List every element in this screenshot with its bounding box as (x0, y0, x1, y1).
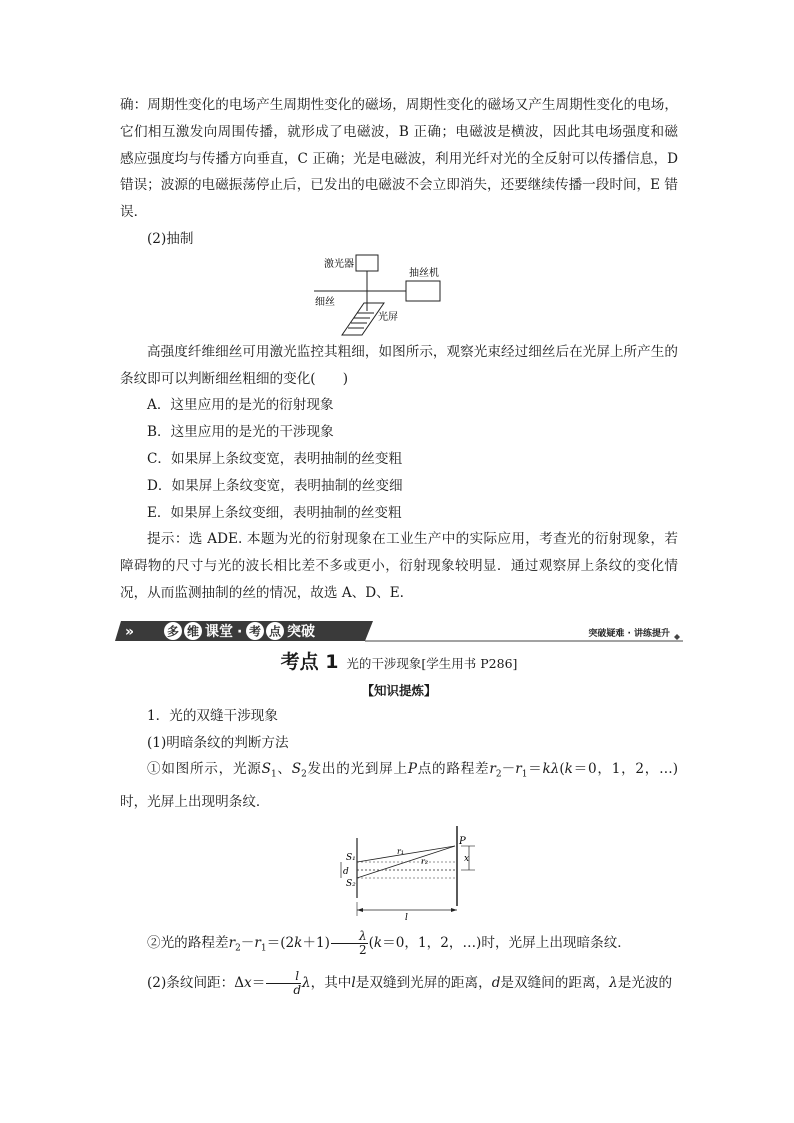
section-heading (120, 647, 678, 679)
subsection-1-1: (1)明暗条纹的判断方法 (147, 734, 289, 751)
option-c: C．如果屏上条纹变宽，表明抽制的丝变粗 (147, 450, 403, 467)
label-l: l (405, 912, 408, 922)
banner-dot: · (237, 623, 243, 640)
banner-char-4: 点 (268, 624, 282, 639)
screen-label: 光屏 (377, 311, 398, 323)
banner-char-2: 维 (186, 624, 200, 639)
label-r2: r₂ (421, 856, 429, 866)
option-a: A．这里应用的是光的衍射现象 (147, 397, 334, 414)
double-slit-figure (319, 824, 479, 922)
laser-wire-figure (312, 253, 487, 339)
banner-text-2: 突破 (287, 623, 315, 640)
fringe-spacing-formula: (2)条纹间距：Δx＝ $\frac{l}{d}$ λ，其中l是双缝到光屏的距离，d是双缝间的距离，λ是光波的 (147, 969, 673, 998)
hint-paragraph: 提示：选 ADE. 本题为光的衍射现象在工业生产中的实际应用，考查光的衍射现象，若障碍物的尺寸与光的波长相比差不多或更小，衍射现象较明显．通过观察屏上条纹的变化情况，从而监测抽制的丝的情况，故选 A、D、E. (120, 531, 678, 601)
ray-r1 (357, 846, 455, 862)
label-p: P (459, 835, 466, 847)
bright-fringe-condition: ①如图所示，光源$S_1$、$S_2$发出的光到屏上P点的路程差$r_2-r_1=k\lambda(k=0$，1，2，…)时，光屏上出现明条纹． (120, 761, 679, 810)
section-title: 光的干涉现象[学生用书 P286] (346, 655, 518, 671)
l-arrow-head-right (451, 908, 457, 912)
wire-label: 细丝 (314, 296, 335, 308)
question-2-heading: (2)抽制 (147, 230, 194, 247)
section-number: 考点 1 (280, 650, 339, 673)
label-d: d (343, 866, 349, 877)
banner-char-1: 多 (166, 624, 180, 639)
laser-box (356, 255, 378, 271)
chevron-icon: » (125, 623, 135, 640)
label-r1: r₁ (397, 846, 405, 856)
banner-text-1: 课堂 (205, 623, 233, 640)
answer-paragraph: 确：周期性变化的电场产生周期性变化的磁场，周期性变化的磁场又产生周期性变化的电场，它们相互激发向周围传播，就形成了电磁波，B 正确；电磁波是横波，因此其电场强度和磁感应强度均与传播方向垂直，C 正确；光是电磁波，利用光纤对光的全反射可以传播信息，D 错误；波源的电磁振荡停止后，已发出的电磁波不会立即消失，还要继续传播一段时间，E 错误． (120, 97, 678, 221)
l-over-d: $\frac{l}{d}$ (266, 970, 301, 997)
section-banner (115, 619, 683, 643)
banner-right-text: 突破疑难 · 讲练提升 (588, 628, 670, 639)
label-s2: S₂ (346, 878, 356, 889)
question-2-text: 高强度纤维细丝可用激光监控其粗细，如图所示，观察光束经过细丝后在光屏上所产生的条纹即可以判断细丝粗细的变化( ) (120, 343, 678, 387)
laser-label: 激光器 (323, 258, 354, 270)
subsection-1: 1．光的双缝干涉现象 (147, 707, 278, 724)
option-d: D．如果屏上条纹变宽，表明抽制的丝变细 (147, 477, 403, 494)
label-s1: S₁ (346, 852, 356, 863)
machine-label: 抽丝机 (408, 267, 439, 279)
option-e: E．如果屏上条纹变细，表明抽制的丝变粗 (147, 504, 402, 521)
banner-graphic (115, 619, 683, 643)
knowledge-heading: 【知识提炼】 (361, 682, 437, 698)
page-content (120, 92, 678, 1001)
machine-box (406, 281, 440, 301)
diamond-icon (674, 634, 680, 640)
dark-fringe-condition: ②光的路程差$r_2-r_1=(2k+1)$ $\frac{\lambda}{2}$ (k＝0，1，2，…)时，光屏上出现暗条纹． (147, 928, 631, 957)
label-x: x (464, 853, 470, 864)
lambda-over-2: $\frac{\lambda}{2}$ (331, 930, 368, 957)
l-arrow-head-left (357, 908, 363, 912)
option-b: B．这里应用的是光的干涉现象 (147, 424, 334, 441)
banner-char-3: 考 (248, 624, 262, 639)
